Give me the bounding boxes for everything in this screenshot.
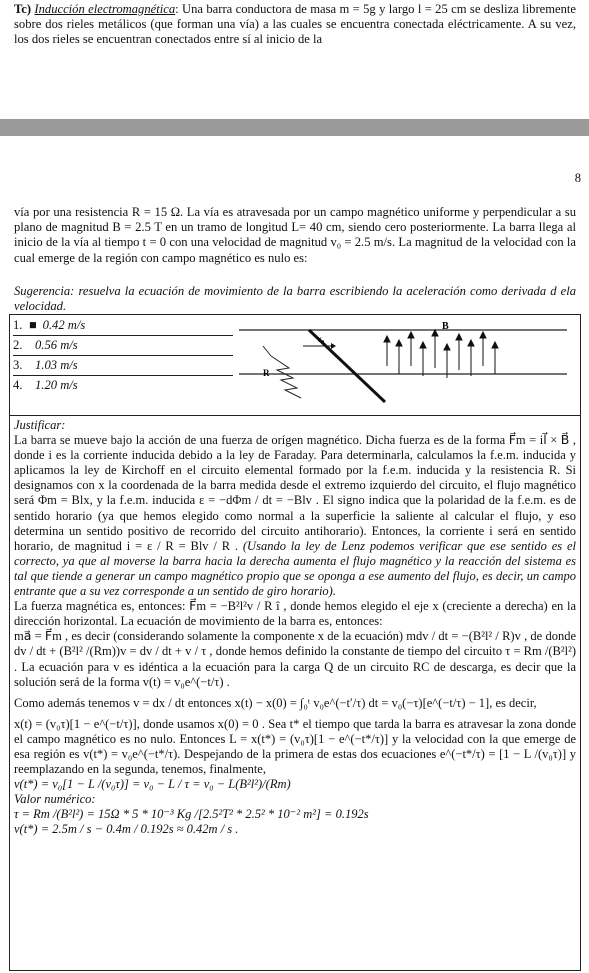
problem-continuation: vía por una resistencia R = 15 Ω. La vía es atravesada por un campo magnético uniforme y perpendicular a su plano de magnitud B = 2.5 T en un tramo de longitud L= 40 cm, siendo cero posteriormente. La barra llega al inicio de la vía al tiempo t = 0 con una velocidad de magnitud v₀ = 2.5 m/s. La magnitud de la velocidad con la cual emerge de la región con campo magnético es nulo es: [14,205,576,265]
justification-p3: ma⃗ = F⃗m , es decir (considerando solamente la componente x de la ecuación) mdv / dt = −(B²l² / R)v , de donde dv / dt + (B²l² /(Rm))v = dv / dt + v / τ , donde hemos definido la constante de tiempo del circuito τ = Rm /(B²l²) . La ecuación para v es idéntica a la ecuación para la carga Q de un circuito RC de descarga, es decir que la solución será de la forma v(t) = v₀e^(−t/τ) . [14,629,576,689]
justification-heading: Justificar: [14,418,66,432]
resistor-label: R [263,368,270,378]
option-list [13,316,233,395]
options-panel [9,314,581,416]
magnetic-field-arrows [384,330,498,378]
justification-p5: x(t) = (v₀τ)[1 − e^(−t/τ)], donde usamos x(0) = 0 . Sea t* el tiempo que tarda la barra es atravesar la zona donde el campo magnético es no nulo. Entonces L = x(t*) = (v₀τ)[1 − e^(−t*/τ)] y la velocidad con la que emerge de esa región es v(t*) = v₀e^(−t*/τ). Despejando de la primera de estas dos ecuaciones e^(−t*/τ) = [1 − L /(v₀τ)] y reemplazando en la segunda, tenemos, finalmente, [14,716,576,777]
option-number: 2. [13,338,23,352]
final-equation: v(t*) = v₀[1 − L /(v₀τ)] = v₀ − L / τ = v₀ − L(B²l²)/(Rm) [14,777,291,792]
selected-marker-icon: ■ [29,318,37,332]
option-number: 4. [13,378,23,392]
page-break-band [0,119,589,136]
justification-section [14,418,576,838]
page-number: 8 [574,171,581,185]
justification-p4: Como además tenemos v = dx / dt entonces x(t) − x(0) = ∫₀ᵗ v₀e^(−t′/τ) dt = v₀(−τ)[e^(−t/τ) − 1], es decir, [14,695,537,710]
field-label: B [442,321,449,332]
option-number: 1. [13,318,23,332]
problem-title: Inducción electromagnética [34,2,176,16]
problem-intro-text: : Una barra conductora de masa m = 5g y largo l = 25 cm se desliza libremente sobre dos rieles metálicos (que forman una vía) a las cuales se encuentra conectada eléctricamente. A su vez, los dos rieles se encuentran conectados entre sí al inicio de la [14,2,576,47]
option-value: 0.42 m/s [42,318,86,332]
numeric-tau: τ = Rm /(B²l²) = 15Ω * 5 * 10⁻³ Kg /[2.5²T² * 2.5² * 10⁻² m²] = 0.192s [14,807,369,822]
justification-p2: La fuerza magnética es, entonces: F⃗m = −B²l²v / R î , donde hemos elegido el eje x (creciente a derecha) en la dirección horizontal. La ecuación de movimiento de la barra es, entonces: [14,599,576,629]
circuit-figure [237,316,572,412]
velocity-label: v₀ [317,334,325,344]
option-number: 3. [13,358,23,372]
problem-intro [14,2,576,48]
justification-p1-italic: (Usando la ley de Lenz podemos verificar que ese sentido es el correcto, ya que al moverse la barra hacia la derecha aumenta el flujo magnético y la reacción del sistema es tal que tiende a generar un campo magnético propio que se oponga a ese aumento del flujo, es decir, un campo entrante que a su vez corresponde a un sentido de giro horario). [14,538,576,599]
resistor-icon [271,356,301,398]
option-value: 1.20 m/s [35,378,78,392]
suggestion-text: Sugerencia: resuelva la ecuación de movimiento de la barra escribiendo la aceleración como derivada d ela velocidad. [14,284,576,314]
option-value: 1.03 m/s [35,358,78,372]
numeric-result: v(t*) = 2.5m / s − 0.4m / 0.192s ≈ 0.42m / s . [14,822,239,837]
option-3[interactable] [13,356,233,376]
option-4[interactable] [13,376,233,395]
option-2[interactable] [13,336,233,356]
problem-label: Tc) [14,2,32,16]
justification-p1: La barra se mueve bajo la acción de una fuerza de orígen magnético. Dicha fuerza es de la forma F⃗m = il⃗ × B⃗ , donde i es la corriente inducida debido a la ley de Faraday. Para determinarla, calculamos la f.e.m. inducida y aplicamos la ley de Kirchoff en el circuito elemental formado por la f.e.m. inducida y la resistencia R. Si designamos con x la coordenada de la barra medida desde el extremo izquierdo del circuito, el flujo magnético será Φm = Blx, y la f.e.m. inducida ε = −dΦm / dt = −Blv . El signo indica que la polaridad de la f.e.m. es de sentido horario (ya que hemos elegido como normal a la superficie la saliente al calcular el flujo, y eso determina un sentido positivo de recorrido del circuito antihorario). Entonces, la corriente i será en sentido horario, de magnitud i = ε / R = Blv / R . [14,433,576,553]
option-1[interactable] [13,316,233,336]
numeric-heading: Valor numérico: [14,792,96,807]
option-value: 0.56 m/s [35,338,78,352]
